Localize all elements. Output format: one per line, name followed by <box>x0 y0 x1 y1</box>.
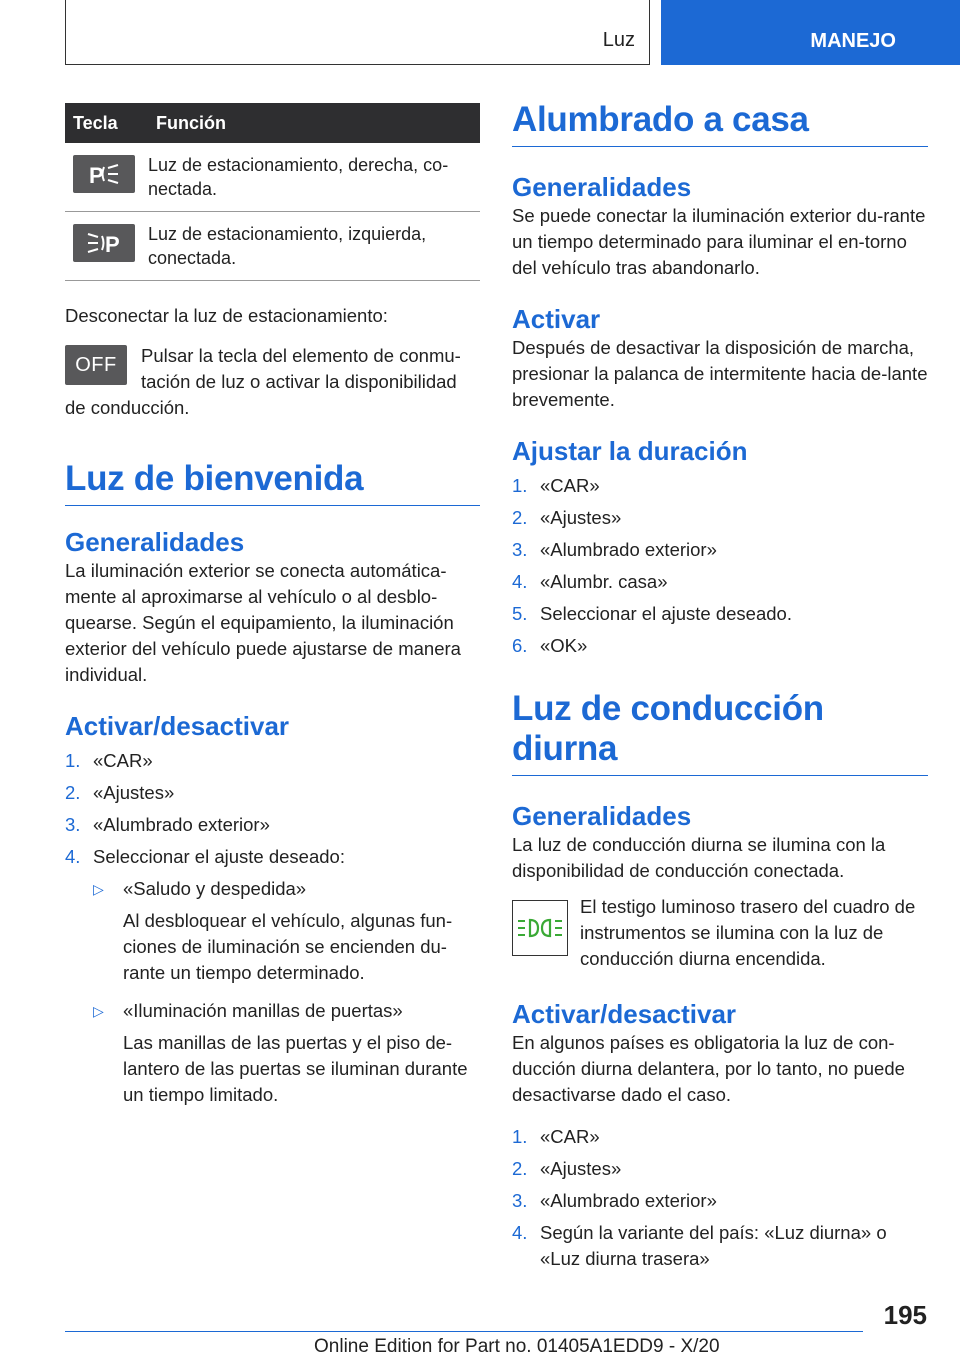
daytime-steps <box>512 1124 928 1272</box>
home-duration-heading: Ajustar la duración <box>512 436 748 466</box>
edition-footer: Online Edition for Part no. 01405A1EDD9 - X/20 <box>314 1336 720 1357</box>
daytime-running-light-icon <box>512 900 568 956</box>
daytime-general-text: La luz de conducción diurna se ilumina con la disponibilidad de conducción conectada. <box>512 834 886 881</box>
step-text: «Alumbr. casa» <box>540 571 668 592</box>
home-steps <box>512 473 928 659</box>
indicator-text: El testigo luminoso trasero del cuadro de instrumentos se ilumina con la luz de conducción diurna encendida. <box>580 896 916 969</box>
table-row <box>65 143 480 212</box>
triangle-bullet-icon: ▷ <box>93 881 104 897</box>
daytime-light-title: Luz de conducción diurna <box>512 689 928 776</box>
col-header-function: Función <box>148 103 480 143</box>
list-item: 2. «Ajustes» <box>512 505 928 531</box>
option-name: «Iluminación manillas de puertas» <box>123 1000 403 1021</box>
step-text: «Ajustes» <box>540 1158 622 1179</box>
off-key-icon <box>65 345 127 385</box>
list-item: 3. «Alumbrado exterior» <box>65 812 480 838</box>
step-text: «OK» <box>540 635 588 656</box>
step-text: Seleccionar el ajuste deseado: <box>93 846 345 867</box>
daytime-general-heading: Generalidades <box>512 801 692 831</box>
page-number: 195 <box>883 1300 927 1330</box>
key-function-text: Luz de estacionamiento, izquierda, conectada. <box>148 212 480 281</box>
header-section-box <box>65 0 650 65</box>
daytime-toggle-text: En algunos países es obligatoria la luz de con-ducción diurna delantera, por lo tanto, no puede desactivarse dado el caso. <box>512 1032 905 1105</box>
list-item: 5. Seleccionar el ajuste deseado. <box>512 601 928 627</box>
list-item: 1. «CAR» <box>65 748 480 774</box>
key-function-text: Luz de estacionamiento, derecha, co- nectada. <box>148 143 480 212</box>
list-item: 4. Seleccionar el ajuste deseado: <box>65 844 480 870</box>
list-item: 4. Según la variante del país: «Luz diurna» o «Luz diurna trasera» <box>512 1220 928 1272</box>
welcome-general-heading: Generalidades <box>65 527 245 557</box>
welcome-light-title: Luz de bienvenida <box>65 459 480 506</box>
home-general-text: Se puede conectar la iluminación exterior du-rante un tiempo determinado para iluminar el en-torno del vehículo tras abandonarlo. <box>512 205 926 278</box>
list-item: 2. «Ajustes» <box>65 780 480 806</box>
col-header-key: Tecla <box>65 103 148 143</box>
table-row <box>65 212 480 281</box>
off-label: OFF <box>75 353 117 376</box>
step-text: «CAR» <box>540 1126 600 1147</box>
indicator-block <box>512 894 928 972</box>
step-text: «Alumbrado exterior» <box>93 814 270 835</box>
step-text: «CAR» <box>540 475 600 496</box>
daytime-toggle-heading: Activar/desactivar <box>512 999 737 1029</box>
list-item: 1. «CAR» <box>512 1124 928 1150</box>
home-activate-text: Después de desactivar la disposición de marcha, presionar la palanca de intermitente hacia de-lante brevemente. <box>512 337 928 410</box>
footer-divider <box>65 1331 863 1332</box>
option-item <box>93 876 480 902</box>
step-text: Según la variante del país: «Luz diurna» o «Luz diurna trasera» <box>540 1222 887 1269</box>
chapter-label: MANEJO <box>810 30 896 52</box>
step-text: «Ajustes» <box>540 507 622 528</box>
option-desc: Al desbloquear el vehículo, algunas fun-ciones de iluminación se encienden du-rante un tiempo determinado. <box>123 910 453 983</box>
svg-text:P: P <box>105 232 120 257</box>
list-item: 3. «Alumbrado exterior» <box>512 1188 928 1214</box>
left-column <box>65 103 480 1120</box>
step-text: «Ajustes» <box>93 782 175 803</box>
section-title: Luz <box>602 29 635 51</box>
step-text: «Alumbrado exterior» <box>540 539 717 560</box>
right-column <box>512 100 928 1278</box>
disconnect-block <box>65 343 480 421</box>
svg-text:P: P <box>89 163 104 188</box>
home-activate-heading: Activar <box>512 304 601 334</box>
home-light-title: Alumbrado a casa <box>512 100 928 147</box>
step-text: «CAR» <box>93 750 153 771</box>
list-item: 2. «Ajustes» <box>512 1156 928 1182</box>
parking-light-right-icon <box>73 155 135 193</box>
disconnect-intro: Desconectar la luz de estacionamiento: <box>65 305 388 326</box>
list-item: 4. «Alumbr. casa» <box>512 569 928 595</box>
key-table <box>65 103 480 281</box>
list-item: 1. «CAR» <box>512 473 928 499</box>
option-item <box>93 998 480 1024</box>
option-desc: Las manillas de las puertas y el piso de-lantero de las puertas se iluminan durante un tiempo limitado. <box>123 1032 468 1105</box>
key-table-header <box>65 103 480 143</box>
chapter-tab <box>661 0 960 65</box>
list-item: 6. «OK» <box>512 633 928 659</box>
home-general-heading: Generalidades <box>512 172 692 202</box>
welcome-steps <box>65 748 480 870</box>
step-text: «Alumbrado exterior» <box>540 1190 717 1211</box>
option-name: «Saludo y despedida» <box>123 878 307 899</box>
welcome-toggle-heading: Activar/desactivar <box>65 711 290 741</box>
parking-light-left-icon <box>73 224 135 262</box>
welcome-options <box>93 876 480 1108</box>
list-item: 3. «Alumbrado exterior» <box>512 537 928 563</box>
triangle-bullet-icon: ▷ <box>93 1003 104 1019</box>
disconnect-text: Pulsar la tecla del elemento de conmu-tación de luz o activar la disponibilidad de conducción. <box>65 345 461 418</box>
step-text: Seleccionar el ajuste deseado. <box>540 603 792 624</box>
welcome-general-text: La iluminación exterior se conecta automática-mente al aproximarse al vehículo o al desblo-quearse. Según el equipamiento, la iluminación exterior del vehículo puede ajustarse de manera individual. <box>65 560 461 685</box>
